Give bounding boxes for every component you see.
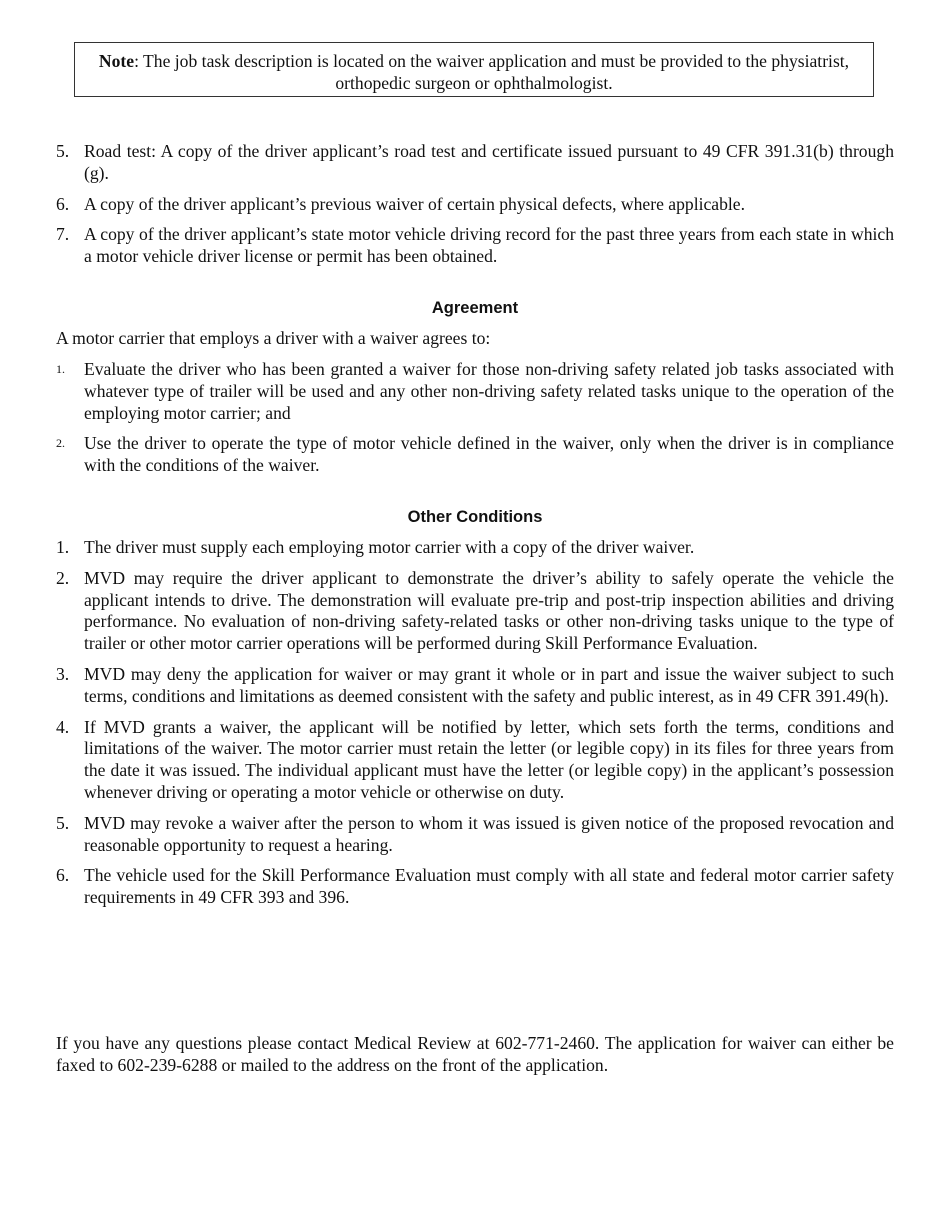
item-number: 5.	[56, 141, 70, 161]
item-text: MVD may require the driver applicant to demonstrate the driver’s ability to safely operate the vehicle the applicant intends to drive. The demonstration will evaluate pre-trip and post-trip inspection abilities and driving performance. No evaluation of non-driving safety-related tasks or other non-driving tasks unique to the type of trailer or other motor carrier operations will be performed during Skill Performance Evaluation.	[84, 567, 894, 654]
list-item	[56, 224, 894, 268]
agreement-list	[56, 359, 894, 477]
note-box	[74, 42, 874, 97]
agreement-heading: Agreement	[431, 299, 519, 317]
list-item	[56, 664, 894, 708]
item-text: A copy of the driver applicant’s previous waiver of certain physical defects, where applicable.	[84, 193, 745, 214]
agreement-intro: A motor carrier that employs a driver with a waiver agrees to:	[56, 328, 491, 348]
requirements-list	[56, 141, 894, 268]
item-number: 2.	[56, 567, 70, 588]
item-text: Use the driver to operate the type of motor vehicle defined in the waiver, only when the driver is in compliance with the conditions of the waiver.	[84, 433, 894, 476]
other-conditions-list	[56, 537, 894, 909]
item-number: 6.	[56, 193, 70, 214]
item-text: A copy of the driver applicant’s state motor vehicle driving record for the past three years from each state in which a motor vehicle driver license or permit has been obtained.	[84, 224, 894, 267]
item-number: 1.	[56, 537, 70, 557]
item-number: 1.	[56, 362, 65, 376]
note-label: Note	[98, 51, 135, 71]
item-number: 3.	[56, 663, 70, 684]
note-text: : The job task description is located on the waiver application and must be provided to the physiatrist, orthopedic surgeon or ophthalmologist.	[134, 51, 850, 93]
item-number: 7.	[56, 224, 70, 245]
list-item	[56, 141, 894, 185]
item-text: MVD may deny the application for waiver or may grant it whole or in part and issue the waiver subject to such terms, conditions and limitations as deemed consistent with the safety and public interest, as in 49 CFR 391.49(h).	[84, 663, 894, 706]
item-text: If MVD grants a waiver, the applicant will be notified by letter, which sets forth the terms, conditions and limitations of the waiver. The motor carrier must retain the letter (or legible copy) in its files for three years from the date it was issued. The individual applicant must have the letter (or legible copy) in the applicant’s possession whenever driving or operating a motor vehicle or otherwise on duty.	[84, 716, 894, 802]
item-text: MVD may revoke a waiver after the person to whom it was issued is given notice of the proposed revocation and reasonable opportunity to request a hearing.	[84, 812, 894, 855]
item-text: Evaluate the driver who has been granted a waiver for those non-driving safety related job tasks associated with whatever type of trailer will be used and any other non-driving safety related tasks unique to the operation of the employing motor carrier; and	[84, 359, 894, 423]
item-number: 5.	[56, 812, 70, 833]
list-item	[56, 433, 894, 477]
item-text: Road test: A copy of the driver applicant’s road test and certificate issued pursuant to 49 CFR 391.31(b) through (g).	[84, 141, 894, 183]
list-item	[56, 865, 894, 909]
contact-paragraph: If you have any questions please contact Medical Review at 602-771-2460. The application for waiver can either be faxed to 602-239-6288 or mailed to the address on the front of the application.	[56, 1033, 894, 1075]
list-item	[56, 194, 894, 216]
list-item	[56, 568, 894, 655]
item-text: The vehicle used for the Skill Performance Evaluation must comply with all state and federal motor carrier safety requirements in 49 CFR 393 and 396.	[84, 865, 894, 908]
item-text: The driver must supply each employing motor carrier with a copy of the driver waiver.	[84, 537, 695, 557]
list-item	[56, 717, 894, 804]
item-number: 6.	[56, 865, 70, 886]
list-item	[56, 537, 894, 559]
item-number: 4.	[56, 716, 70, 737]
list-item	[56, 359, 894, 424]
item-number: 2.	[56, 436, 65, 451]
list-item	[56, 813, 894, 857]
other-conditions-heading: Other Conditions	[407, 508, 543, 526]
